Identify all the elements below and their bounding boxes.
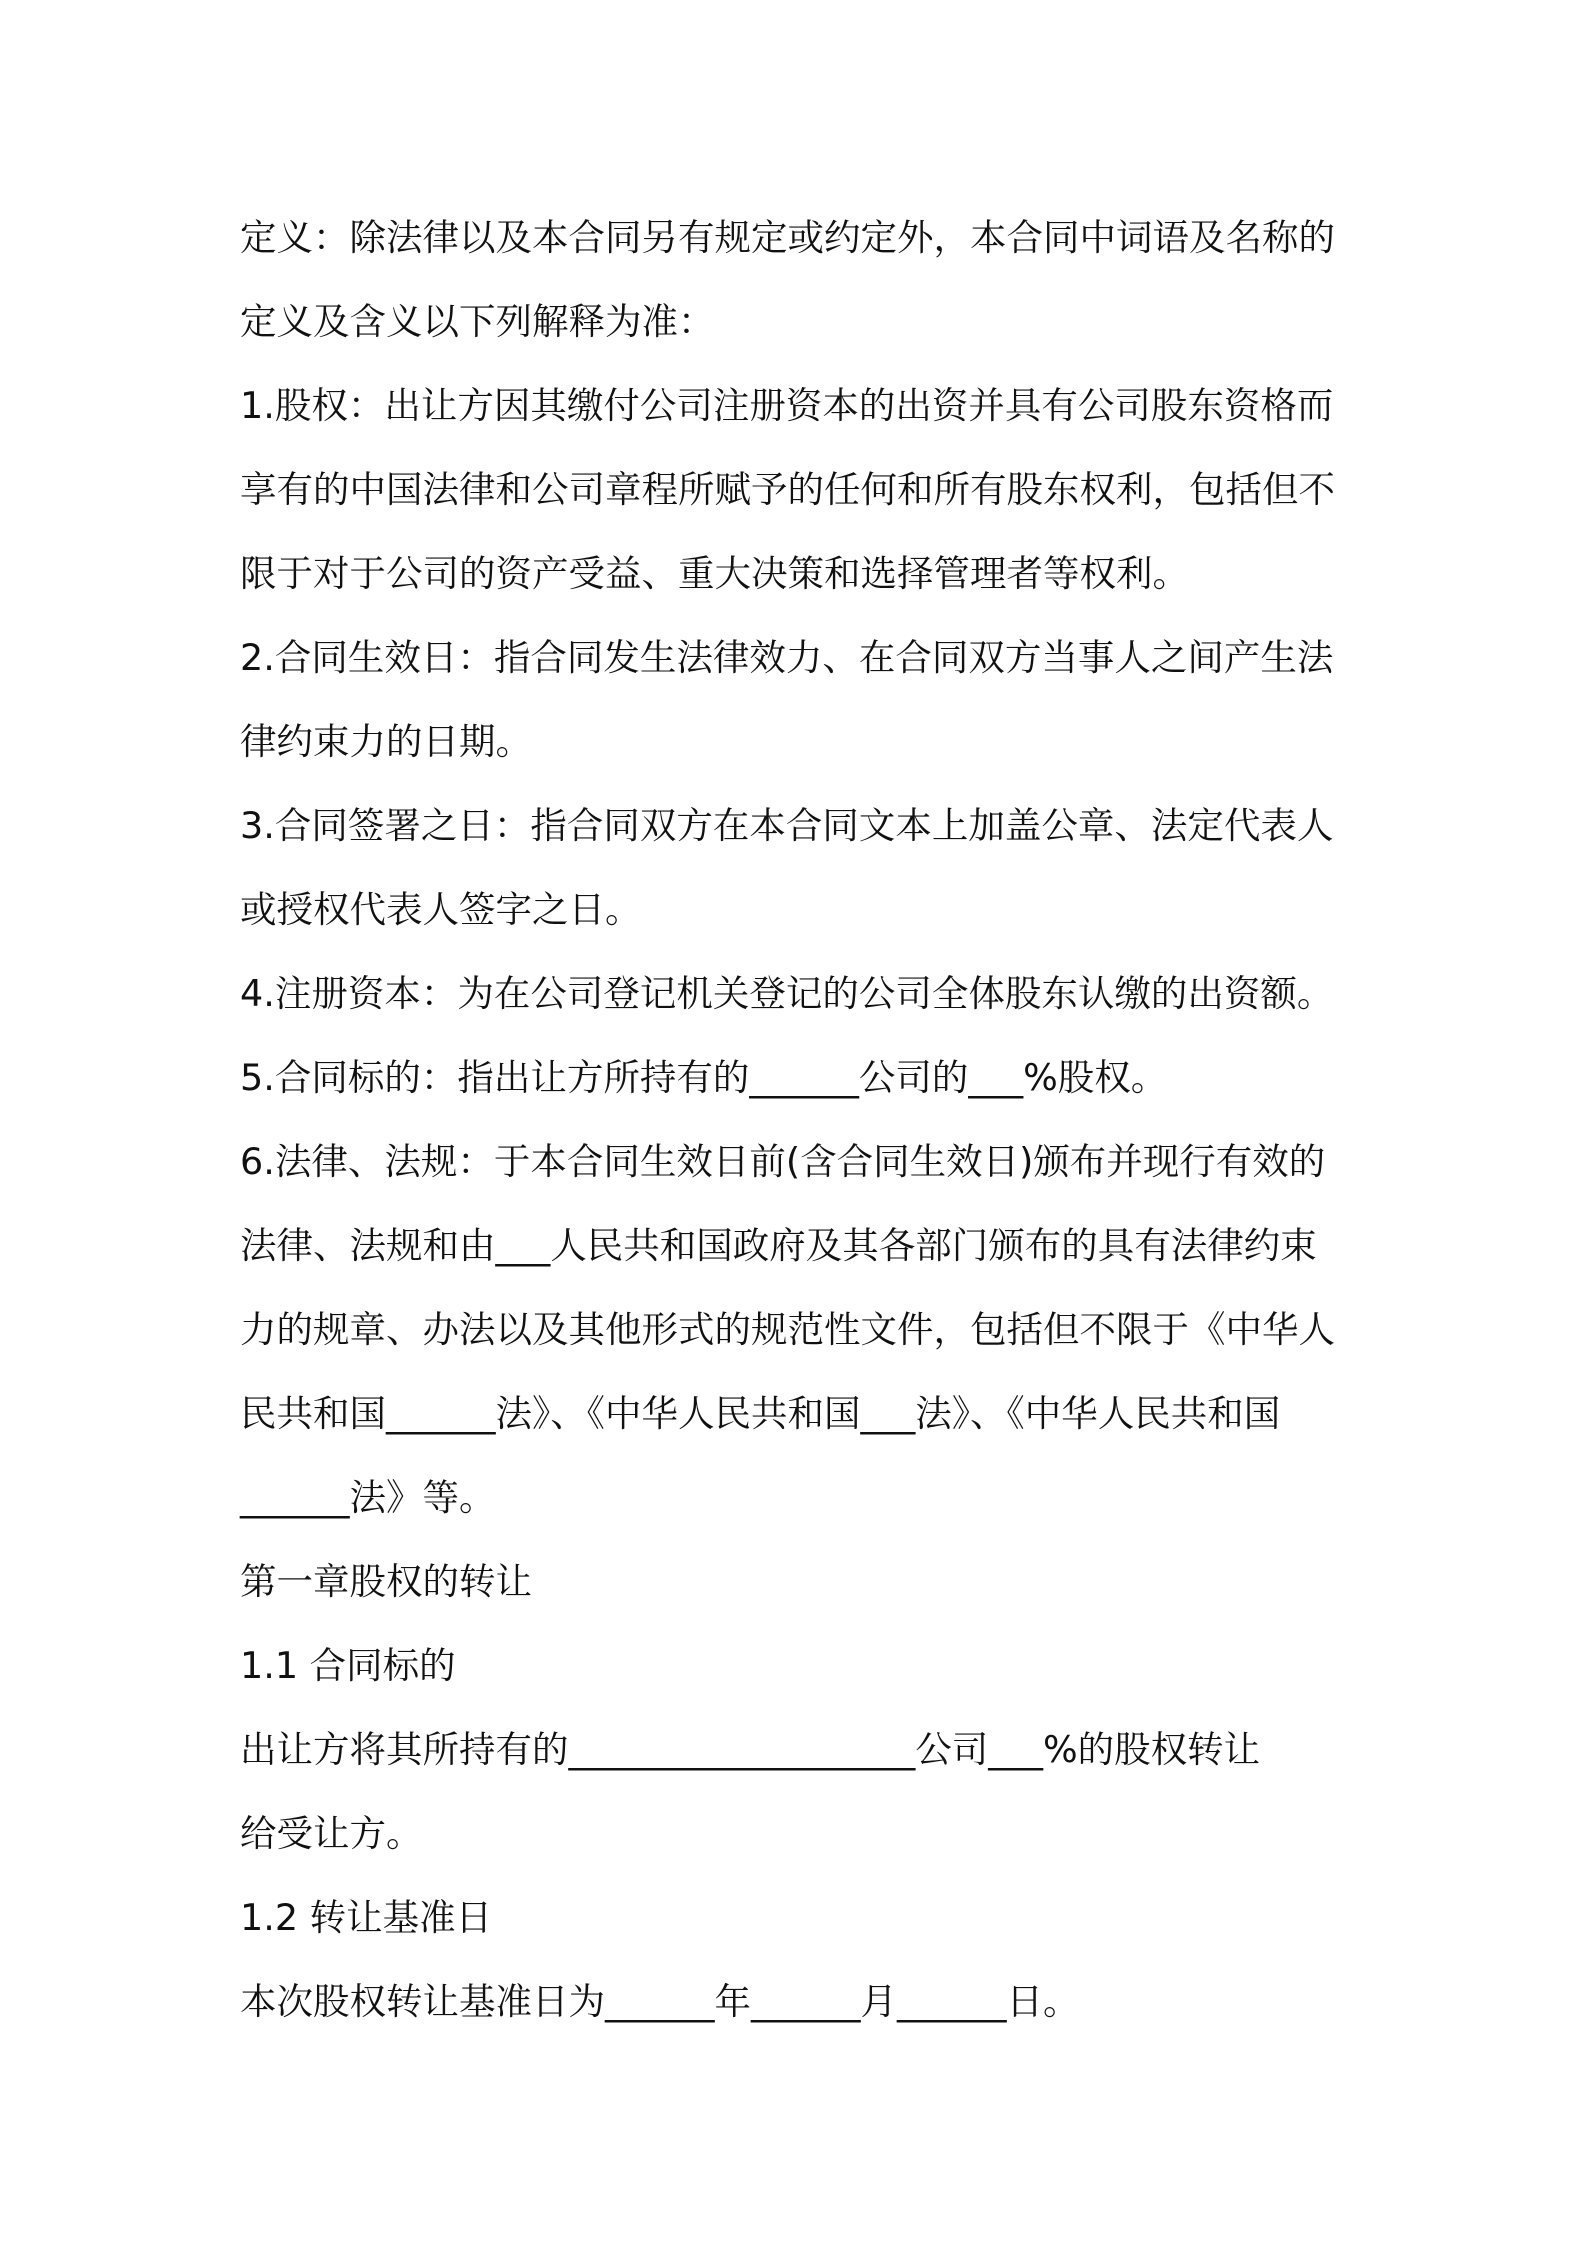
effective-date-definition-line-2: 律约束力的日期。 (240, 720, 532, 763)
equity-definition-line-1: 1.股权：出让方因其缴付公司注册资本的出资并具有公司股东资格而 (240, 384, 1334, 427)
laws-definition-line-3: 力的规章、办法以及其他形式的规范性文件，包括但不限于《中华人 (240, 1308, 1335, 1351)
contract-subject-definition: 5.合同标的：指出让方所持有的______公司的___%股权。 (240, 1056, 1168, 1099)
section-1-2-line-1: 本次股权转让基准日为______年______月______日。 (240, 1980, 1080, 2023)
laws-definition-line-2: 法律、法规和由___人民共和国政府及其各部门颁布的具有法律约束 (240, 1224, 1317, 1267)
document-body (240, 196, 1360, 2044)
laws-definition-line-5: ______法》等。 (240, 1476, 496, 1519)
chapter-one-heading: 第一章股权的转让 (240, 1560, 532, 1603)
equity-definition-line-3: 限于对于公司的资产受益、重大决策和选择管理者等权利。 (240, 552, 1189, 595)
laws-definition-line-1: 6.法律、法规：于本合同生效日前(含合同生效日)颁布并现行有效的 (240, 1140, 1326, 1183)
signing-date-definition-line-1: 3.合同签署之日：指合同双方在本合同文本上加盖公章、法定代表人 (240, 804, 1334, 847)
equity-definition-line-2: 享有的中国法律和公司章程所赋予的任何和所有股东权利，包括但不 (240, 468, 1335, 511)
section-1-1-line-2: 给受让方。 (240, 1812, 423, 1855)
laws-definition-line-4: 民共和国______法》、《中华人民共和国___法》、《中华人民共和国 (240, 1392, 1281, 1435)
definition-intro-line-1: 定义：除法律以及本合同另有规定或约定外，本合同中词语及名称的 (240, 216, 1335, 259)
section-1-2-heading: 1.2 转让基准日 (240, 1896, 493, 1939)
registered-capital-definition: 4.注册资本：为在公司登记机关登记的公司全体股东认缴的出资额。 (240, 972, 1334, 1015)
section-1-1-line-1: 出让方将其所持有的___________________公司___%的股权转让 (240, 1728, 1261, 1771)
effective-date-definition-line-1: 2.合同生效日：指合同发生法律效力、在合同双方当事人之间产生法 (240, 636, 1334, 679)
section-1-1-heading: 1.1 合同标的 (240, 1644, 456, 1687)
signing-date-definition-line-2: 或授权代表人签字之日。 (240, 888, 642, 931)
definition-intro-line-2: 定义及含义以下列解释为准： (240, 300, 715, 343)
